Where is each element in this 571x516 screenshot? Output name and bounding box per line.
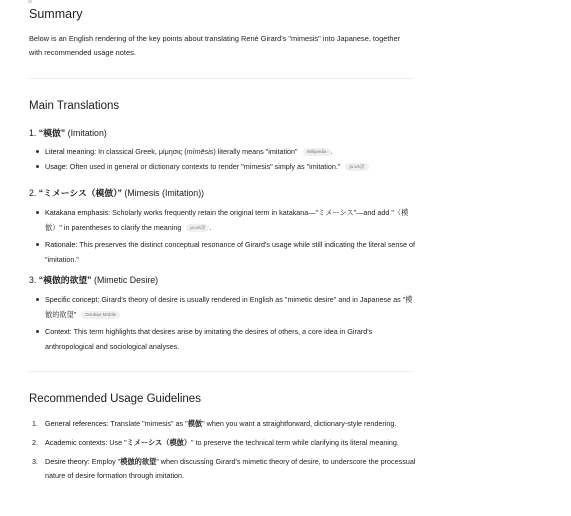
summary-heading: Summary (29, 7, 83, 21)
source-citation-chip[interactable]: Doubao Mobile (81, 311, 120, 319)
translation-item-3-bullets (29, 292, 419, 354)
section-divider (29, 78, 413, 79)
list-item: Context: This term highlights that desires arise by imitating the desires of others, a core idea in Girard's anthropological and sociological analyses. (29, 324, 419, 354)
translation-item-1-heading (29, 126, 107, 139)
item-term: “ミメーシス（模倣）” (38, 188, 122, 198)
translation-item-2-heading (29, 186, 204, 199)
item-term: “模倣的欲望” (38, 275, 92, 285)
translation-item-2-bullets (29, 205, 419, 267)
translation-item-3-heading (29, 273, 158, 286)
source-citation-chip[interactable]: ja.ws語 (186, 224, 209, 232)
section-divider (29, 371, 413, 372)
summary-intro: Below is an English rendering of the key points about translating René Girard's "mimesis" into Japanese, together with recommended usage notes. (29, 34, 401, 57)
list-item: Rationale: This preserves the distinct conceptual resonance of Girard's usage while still indicating the literal sense of "imitation." (29, 237, 419, 267)
item-number: 1. (29, 128, 37, 138)
usage-guidelines-heading: Recommended Usage Guidelines (29, 393, 201, 405)
list-item: Usage: Often used in general or dictionary contexts to render "mimesis" simply as "imitation." ja.ws語 (29, 159, 419, 174)
item-gloss: (Mimesis (Imitation)) (124, 188, 205, 198)
list-item: 2. Academic contexts: Use "ミメーシス（模倣）" to preserve the technical term while clarifying its literal meaning. (32, 438, 399, 447)
list-item: 3. Desire theory: Employ "模倣的欲望" when discussing Girard's mimetic theory of desire, to underscore the processual nature of desire formation through imitation. (32, 457, 416, 480)
translation-item-1-bullets (29, 144, 419, 174)
item-gloss: (Mimetic Desire) (94, 275, 159, 285)
item-term: “模倣” (38, 128, 66, 138)
list-item: Katakana emphasis: Scholarly works frequently retain the original term in katakana—"ミメーシス"—and add "（模倣）" in parentheses to clarify the meaning ja.ws語 . (29, 205, 419, 235)
source-citation-chip[interactable]: ja.ws語 (345, 163, 368, 171)
source-citation-chip[interactable]: Wikipedia (303, 148, 331, 156)
list-item: 1. General references: Translate "mimesis" as "模倣" when you want a straightforward, dictionary-style rendering. (32, 419, 397, 428)
main-translations-heading: Main Translations (29, 100, 120, 112)
item-number: 2. (29, 188, 37, 198)
list-item: Specific concept: Girard's theory of desire is usually rendered in English as "mimetic desire" and in Japanese as "模倣的欲望" Doubao Mobile (29, 292, 419, 322)
item-number: 3. (29, 275, 37, 285)
list-item: Literal meaning: In classical Greek, μίμησις (mímēsis) literally means "imitation" Wikipedia . (29, 144, 419, 159)
item-gloss: (Imitation) (67, 128, 107, 138)
usage-guidelines-list (29, 417, 419, 488)
scroll-edge-marker (28, 0, 32, 3)
